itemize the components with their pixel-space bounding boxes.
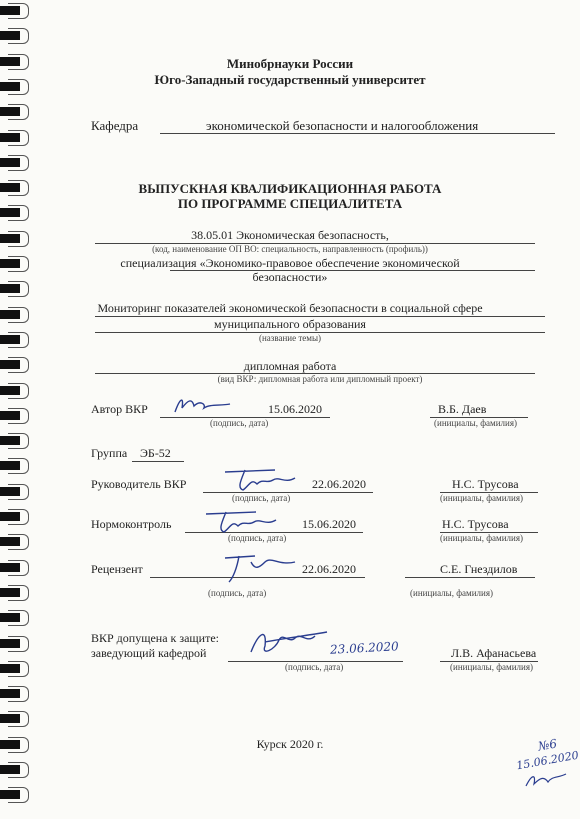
binding-ring [8, 458, 29, 474]
normcontrol-date: 15.06.2020 [302, 517, 356, 531]
reviewer-signature [215, 548, 315, 588]
binding-ring [8, 585, 29, 601]
admission-signature [245, 622, 335, 662]
specialization-line2: безопасности» [252, 270, 328, 284]
binding-ring [8, 787, 29, 803]
binding-ring [8, 484, 29, 500]
supervisor-signature [215, 464, 315, 494]
admission-label1: ВКР допущена к защите: [91, 631, 219, 645]
binding-ring [8, 560, 29, 576]
reviewer-name-line [405, 577, 535, 578]
admission-sig-caption: (подпись, дата) [285, 662, 344, 672]
binding-ring [8, 636, 29, 652]
document-title-line2: ПО ПРОГРАММЕ СПЕЦИАЛИТЕТА [177, 196, 403, 211]
supervisor-date: 22.06.2020 [312, 477, 366, 491]
admission-date: 23.06.2020 [329, 639, 400, 657]
binding-ring [8, 155, 29, 171]
binding-ring [8, 686, 29, 702]
group-label: Группа [91, 446, 128, 460]
binding-ring [8, 762, 29, 778]
handwritten-number: №6 [536, 736, 559, 754]
admission-initials-caption: (инициалы, фамилия) [450, 662, 533, 672]
binding-ring [8, 534, 29, 550]
reviewer-label: Рецензент [91, 562, 143, 576]
binding-ring [8, 610, 29, 626]
reviewer-date: 22.06.2020 [302, 562, 356, 576]
author-signature [170, 394, 260, 416]
reviewer-sig-caption: (подпись, дата) [208, 588, 267, 598]
specialty-code: 38.05.01 Экономическая безопасность, [191, 228, 389, 242]
supervisor-name: Н.С. Трусова [452, 477, 519, 491]
supervisor-label: Руководитель ВКР [91, 477, 187, 491]
author-label: Автор ВКР [91, 402, 148, 416]
binding-ring [8, 104, 29, 120]
topic-line1: Мониторинг показателей экономической безопасности в социальной сфере [97, 301, 483, 315]
binding-ring [8, 130, 29, 146]
normcontrol-name: Н.С. Трусова [442, 517, 509, 531]
work-type-value: дипломная работа [243, 359, 337, 373]
supervisor-sig-caption: (подпись, дата) [232, 493, 291, 503]
author-initials-caption: (инициалы, фамилия) [434, 418, 517, 428]
author-sig-caption: (подпись, дата) [210, 418, 269, 428]
normcontrol-label: Нормоконтроль [91, 517, 172, 531]
department-label: Кафедра [91, 118, 139, 133]
document-title-line1: ВЫПУСКНАЯ КВАЛИФИКАЦИОННАЯ РАБОТА [138, 181, 442, 196]
university-name: Юго-Западный государственный университет [154, 72, 426, 87]
supervisor-initials-caption: (инициалы, фамилия) [440, 493, 523, 503]
normcontrol-initials-caption: (инициалы, фамилия) [440, 533, 523, 543]
work-type-caption: (вид ВКР: дипломная работа или дипломный проект) [217, 374, 423, 384]
admission-name: Л.В. Афанасьева [451, 646, 537, 660]
reviewer-initials-caption: (инициалы, фамилия) [410, 588, 493, 598]
group-underline [132, 461, 184, 462]
binding-ring [8, 711, 29, 727]
binding-ring [8, 3, 29, 19]
binding-ring [8, 433, 29, 449]
specialization-line1: специализация «Экономико-правовое обеспечение экономической [120, 256, 460, 270]
group-value: ЭБ-52 [140, 446, 171, 460]
normcontrol-sig-caption: (подпись, дата) [228, 533, 287, 543]
department-value: экономической безопасности и налогообложения [206, 118, 479, 133]
binding-ring [8, 509, 29, 525]
binding-ring [8, 408, 29, 424]
city-year: Курск 2020 г. [256, 737, 324, 751]
reviewer-name: С.Е. Гнездилов [440, 562, 518, 576]
topic-line2: муниципального образования [214, 317, 366, 331]
binding-ring [8, 661, 29, 677]
topic-caption: (название темы) [258, 333, 322, 343]
binding-strip [0, 0, 26, 819]
binding-ring [8, 28, 29, 44]
ministry-name: Минобрнауки России [226, 56, 354, 71]
author-name: В.Б. Даев [438, 402, 487, 416]
specialty-caption: (код, наименование ОП ВО: специальность, направленность (профиль)) [152, 244, 428, 254]
binding-ring [8, 383, 29, 399]
handwritten-date: 15.06.2020 [515, 748, 580, 773]
author-date: 15.06.2020 [268, 402, 322, 416]
admission-label2: заведующий кафедрой [91, 646, 207, 660]
normcontrol-signature [198, 506, 298, 536]
handwritten-initials [522, 770, 572, 792]
department-underline [160, 133, 555, 134]
